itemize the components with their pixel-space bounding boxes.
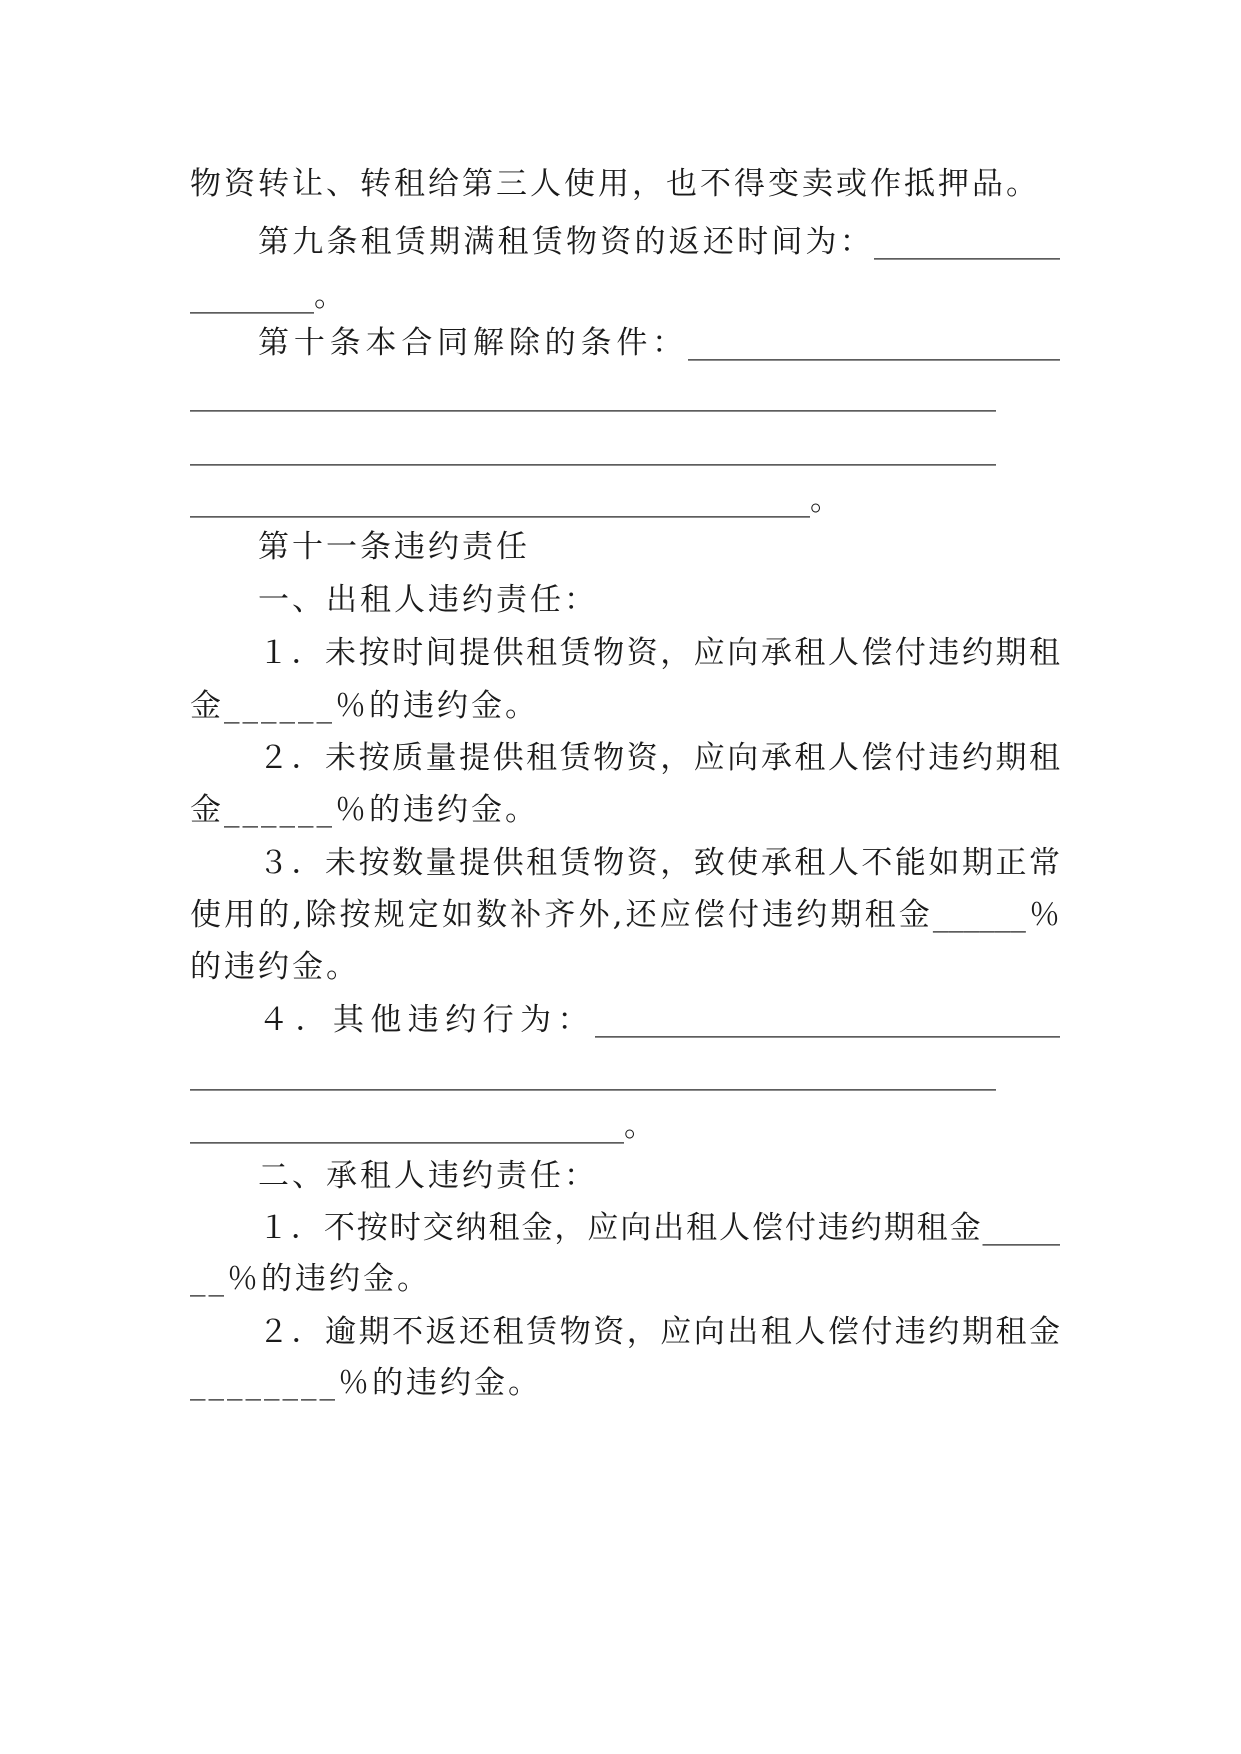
article-9-blank-end: ________。 xyxy=(190,278,345,314)
lessor-clause-3-end: 的违约金。 xyxy=(190,949,360,985)
article-10-blank-line-2: ____________________________________________________ xyxy=(190,430,996,466)
lessor-clause-4-end: ____________________________。 xyxy=(190,1108,655,1144)
lessor-clause-1-end: 金______％的违约金。 xyxy=(190,688,539,724)
lessee-clause-1: １．不按时交纳租金，应向出租人偿付违约期租金_____ xyxy=(258,1210,1060,1246)
article-9-return-time: 第九条租赁期满租赁物资的返还时间为：____________ xyxy=(258,224,1060,260)
lessor-clause-3-continued: 使用的,除按规定如数补齐外,还应偿付违约期租金______％ xyxy=(190,897,1060,933)
article-10-blank-line-1: ____________________________________________________ xyxy=(190,376,996,412)
lessee-clause-1-end: __％的违约金。 xyxy=(190,1261,431,1297)
lessor-clause-2-end: 金______％的违约金。 xyxy=(190,792,539,828)
lessee-clause-2: ２．逾期不返还租赁物资，应向出租人偿付违约期租金 xyxy=(258,1314,1060,1350)
lessor-clause-2: ２．未按质量提供租赁物资，应向承租人偿付违约期租 xyxy=(258,740,1060,776)
lessor-clause-3: ３．未按数量提供租赁物资，致使承租人不能如期正常 xyxy=(258,845,1060,881)
article-10-termination: 第十条本合同解除的条件：________________________ xyxy=(258,325,1060,361)
lessor-clause-4: ４．其他违约行为：______________________________ xyxy=(258,1002,1060,1038)
text-line-continuation: 物资转让、转租给第三人使用，也不得变卖或作抵押品。 xyxy=(190,166,1040,202)
article-11-heading: 第十一条违约责任 xyxy=(258,529,530,565)
lessee-clause-2-end: ________％的违约金。 xyxy=(190,1365,542,1401)
lessee-liability-heading: 二、承租人违约责任： xyxy=(258,1158,598,1194)
lessor-clause-4-blank-line: ____________________________________________________ xyxy=(190,1055,996,1091)
lessor-clause-1: １．未按时间提供租赁物资，应向承租人偿付违约期租 xyxy=(258,635,1060,671)
article-10-blank-end: ________________________________________。 xyxy=(190,482,841,518)
lessor-liability-heading: 一、出租人违约责任： xyxy=(258,582,598,618)
